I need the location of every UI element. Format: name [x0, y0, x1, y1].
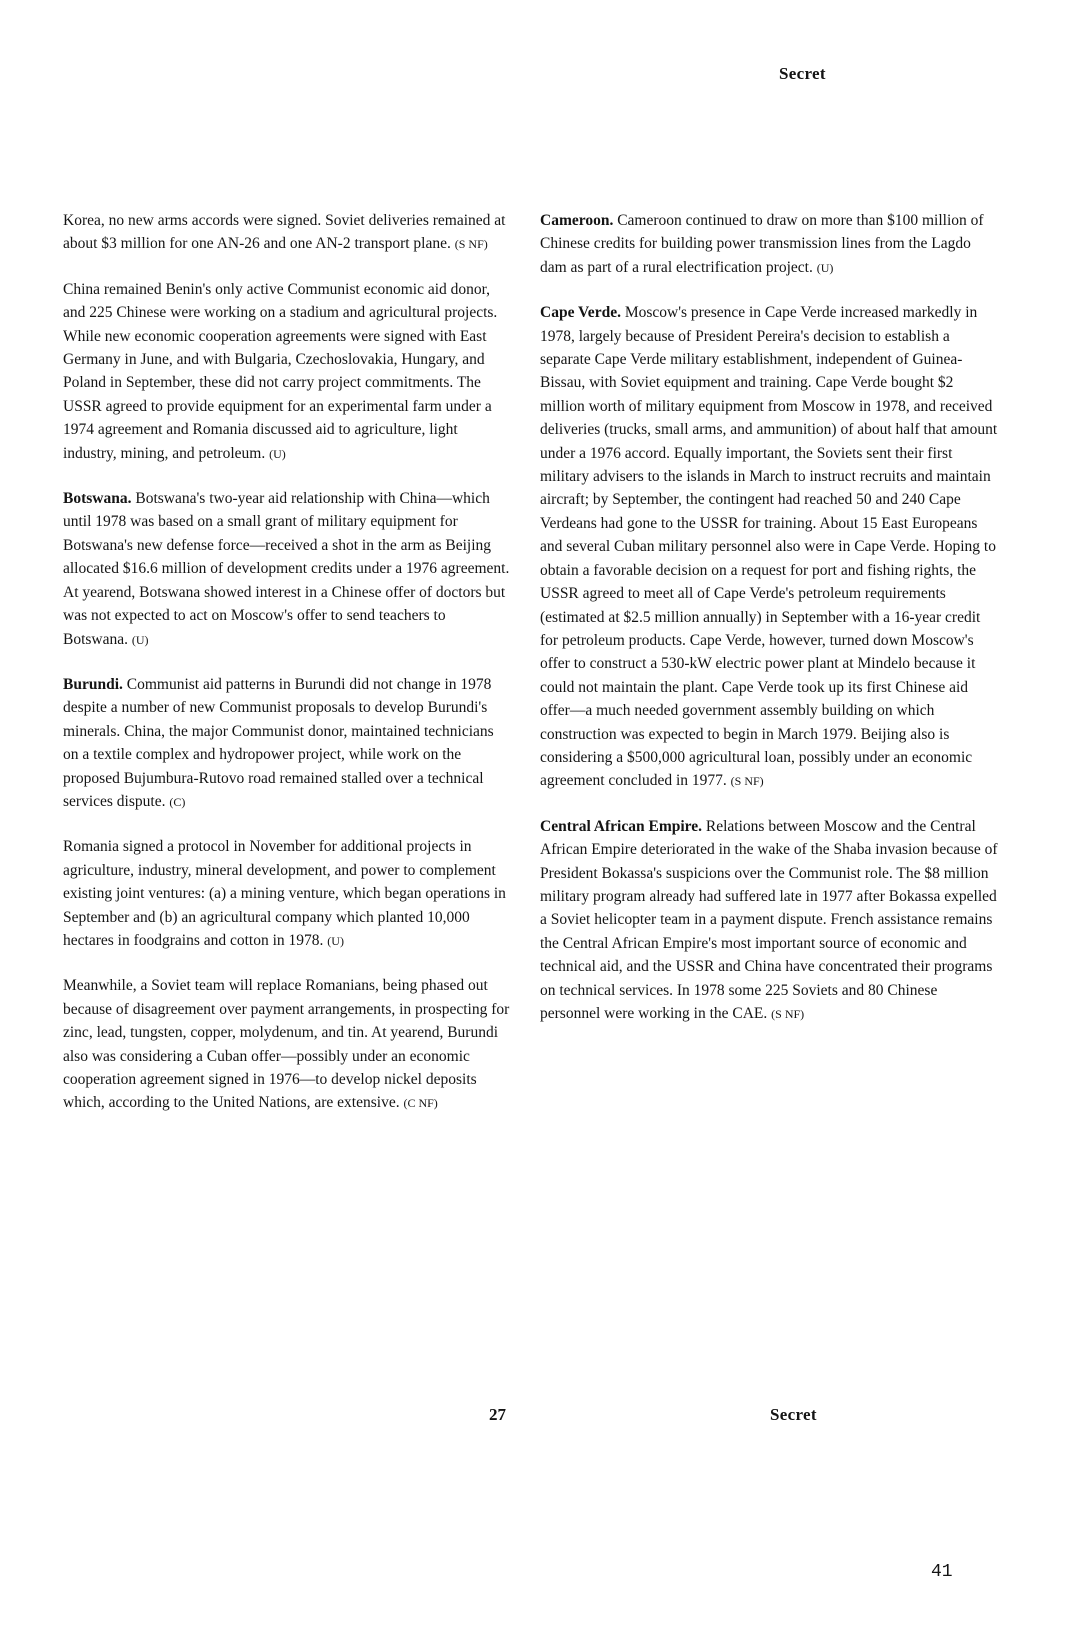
paragraph-text: China remained Benin's only active Communist economic aid donor, and 225 Chinese were working on a stadium and agricultural projects. While new economic cooperation agreements were signed with East Germany in June, and with Bulgaria, Czechoslovakia, Hungary, and Poland in September, these did not carry project commitments. The USSR agreed to provide equipment for an experimental farm under a 1974 agreement and Romania discussed aid to agriculture, light industry, mining, and petroleum. — [63, 280, 498, 462]
paragraph-text: Relations between Moscow and the Central African Empire deteriorated in the wake of the Shaba invasion because of President Bokassa's suspicions over the Communist role. The $8 million military program already had suffered late in 1977 after Bokassa expelled a Soviet helicopter team in a payment dispute. French assistance remains the Central African Empire's most important source of economic and technical aid, and the USSR and China have concentrated their programs on technical services. In 1978 some 225 Soviets and 80 Chinese personnel were working in the CAE. — [540, 817, 998, 1022]
paragraph-heading: Burundi. — [63, 675, 123, 693]
paragraph-botswana — [63, 487, 513, 652]
classification-mark: (U) — [269, 446, 286, 461]
paragraph-text: Meanwhile, a Soviet team will replace Romanians, being phased out because of disagreement over payment arrangements, in prospecting for zinc, lead, tungsten, copper, molydenum, and tin. At yearend, Burundi also was considering a Cuban offer—possibly under an economic cooperation agreement signed in 1976—to develop nickel deposits which, according to the United Nations, are extensive. — [63, 977, 510, 1112]
paragraph-heading: Cape Verde. — [540, 304, 621, 322]
paragraph-cameroon — [540, 209, 998, 280]
classification-mark: (C) — [169, 794, 186, 809]
paragraph — [63, 278, 513, 466]
paragraph-text: Botswana's two-year aid relationship with China—which until 1978 was based on a small grant of military equipment for Botswana's new defense force—received a shot in the arm as Beijing allocated $16.6 million of development credits under a 1976 agreement. At yearend, Botswana showed interest in a Chinese offer of doctors but was not expected to act on Moscow's offer to send teachers to Botswana. — [63, 490, 510, 648]
paragraph — [63, 209, 513, 257]
paragraph-text: Romania signed a protocol in November for additional projects in agriculture, industry, mineral development, and power to complement existing joint ventures: (a) a mining venture, which began operations in September and (b) an agricultural company which planted 10,000 hectares in foodgrains and cotton in 1978. — [63, 838, 506, 949]
paragraph-text: Communist aid patterns in Burundi did not change in 1978 despite a number of new Communist proposals to develop Burundi's minerals. China, the major Communist donor, maintained technicians on a textile complex and hydropower project, while work on the proposed Bujumbura-Rutovo road remained stalled over a technical services dispute. — [63, 675, 494, 810]
paragraph — [63, 974, 513, 1115]
classification-mark: (S NF) — [730, 774, 764, 789]
paragraph-heading: Cameroon. — [540, 212, 614, 229]
classification-mark: (U) — [816, 260, 834, 275]
paragraph-central-african-empire — [540, 815, 998, 1027]
left-column — [63, 209, 513, 1137]
paragraph-text: Cameroon continued to draw on more than $100 million of Chinese credits for building power transmission lines from the Lagdo dam as part of a rural electrification project. — [540, 212, 984, 276]
corner-page-number: 41 — [931, 1562, 953, 1582]
classification-mark: (U) — [131, 632, 149, 647]
paragraph-burundi — [63, 673, 513, 814]
classification-mark: (C NF) — [403, 1096, 438, 1111]
classification-mark: (S NF) — [454, 237, 488, 252]
paragraph-cape-verde — [540, 301, 998, 794]
footer-classification: Secret — [770, 1405, 817, 1424]
paragraph-text: Korea, no new arms accords were signed. Soviet deliveries remained at about $3 million for one AN-26 and one AN-2 transport plane. — [63, 212, 506, 253]
classification-mark: (S NF) — [771, 1007, 805, 1021]
right-column — [540, 209, 998, 1047]
classification-mark: (U) — [327, 933, 344, 948]
paragraph-heading: Botswana. — [63, 490, 132, 508]
page-number: 27 — [489, 1405, 506, 1424]
header-classification: Secret — [779, 64, 826, 83]
paragraph-text: Moscow's presence in Cape Verde increased markedly in 1978, largely because of President Pereira's decision to establish a separate Cape Verde military establishment, independent of Guinea-Bissau, with Soviet equipment and training. Cape Verde bought $2 million worth of military equipment from Moscow in 1978, and received deliveries (trucks, small arms, and ammunition) of about half that amount under a 1976 accord. Equally important, the Soviets sent their first military advisers to the islands in March to instruct recruits and maintain aircraft; by September, the contingent had reached 50 and 240 Cape Verdeans had gone to the USSR for training. About 15 East Europeans and several Cuban military personnel also were in Cape Verde. Hoping to obtain a favorable decision on a request for port and fishing rights, the USSR agreed to meet all of Cape Verde's petroleum requirements (estimated at $2.5 million annually) in September with a 16-year credit for petroleum products. Cape Verde, however, turned down Moscow's offer to construct a 530-kW electric power plant at Mindelo because it could not maintain the plant. Cape Verde took up its first Chinese aid offer—a much needed government assembly building on which construction was expected to begin in March 1979. Beijing also is considering a $500,000 agricultural loan, possibly under an economic agreement concluded in 1977. — [540, 304, 998, 790]
paragraph-heading: Central African Empire. — [540, 817, 703, 835]
paragraph — [63, 835, 513, 953]
